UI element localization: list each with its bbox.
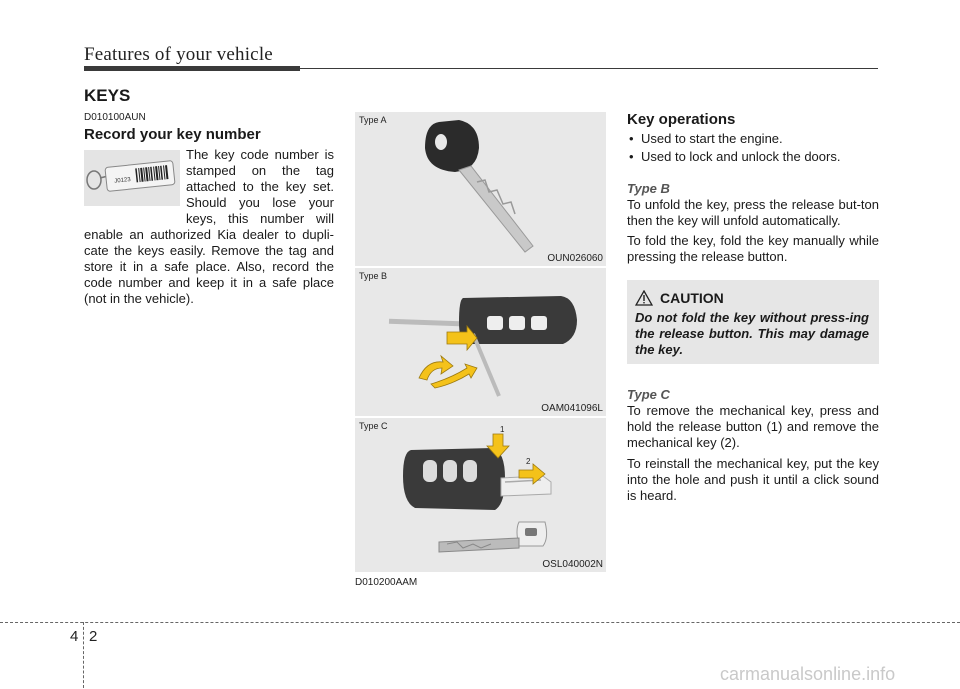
header-rule-thick — [84, 66, 300, 71]
caution-title: CAUTION — [660, 290, 724, 306]
record-key-paragraph-wrap: The key code number is stamped on the tag attached to the key set. Should you lose your keys, this number will — [186, 147, 334, 226]
type-b-label: Type B — [359, 271, 388, 281]
figure-type-c — [355, 418, 606, 572]
watermark: carmanualsonline.info — [720, 664, 896, 684]
type-c-code: OSL040002N — [542, 559, 603, 570]
key-tag-number: J0123 — [114, 177, 132, 185]
type-b-code: OAM041096L — [541, 403, 603, 414]
warning-icon — [635, 290, 653, 306]
footer-rule — [0, 622, 960, 623]
page-header-title: Features of your vehicle — [84, 44, 273, 65]
type-c-reinstall-text: To reinstall the mechanical key, put the key into the hole and push it until a click sound is heard. — [627, 456, 879, 503]
page-number: 2 — [89, 628, 98, 645]
chapter-number: 4 — [70, 628, 79, 645]
type-b-heading: Type B — [627, 181, 670, 196]
type-a-label: Type A — [359, 115, 387, 125]
key-tag-illustration — [84, 150, 180, 206]
type-b-flip-key-icon — [355, 268, 606, 416]
type-a-code: OUN026060 — [547, 253, 603, 264]
list-item: • Used to lock and unlock the doors. — [627, 148, 879, 165]
header-rule-thin — [300, 68, 878, 69]
callout-1: 1 — [500, 425, 505, 434]
left-doc-code: D010100AUN — [84, 112, 146, 123]
key-operations-heading: Key operations — [627, 111, 736, 128]
key-operations-list — [627, 130, 879, 166]
type-a-key-icon — [355, 112, 606, 266]
type-c-smart-key-icon — [355, 418, 606, 572]
section-title: KEYS — [84, 86, 131, 105]
record-key-paragraph: enable an authorized Kia dealer to dupli-cate the keys easily. Remove the tag and store it in a safe place. Also, record the code number and keep it in a safe place (not in the vehicle). — [84, 227, 334, 306]
caution-text: Do not fold the key without press-ing the release button. This may damage the key. — [635, 310, 869, 357]
key-tag-icon — [84, 150, 180, 206]
callout-2: 2 — [526, 457, 531, 466]
type-c-label: Type C — [359, 421, 388, 431]
footer-divider — [83, 622, 84, 688]
figure-type-a — [355, 112, 606, 266]
type-b-unfold-text: To unfold the key, press the release but-ton then the key will unfold automatically. — [627, 197, 879, 228]
figure-type-b — [355, 268, 606, 416]
record-key-heading: Record your key number — [84, 126, 261, 143]
type-b-fold-text: To fold the key, fold the key manually while pressing the release button. — [627, 233, 879, 264]
caution-box — [627, 280, 879, 364]
list-item: • Used to start the engine. — [627, 130, 879, 147]
type-c-remove-text: To remove the mechanical key, press and hold the release button (1) and remove the mechanical key (2). — [627, 403, 879, 450]
type-c-heading: Type C — [627, 387, 670, 402]
figure-bottom-code: D010200AAM — [355, 577, 418, 588]
